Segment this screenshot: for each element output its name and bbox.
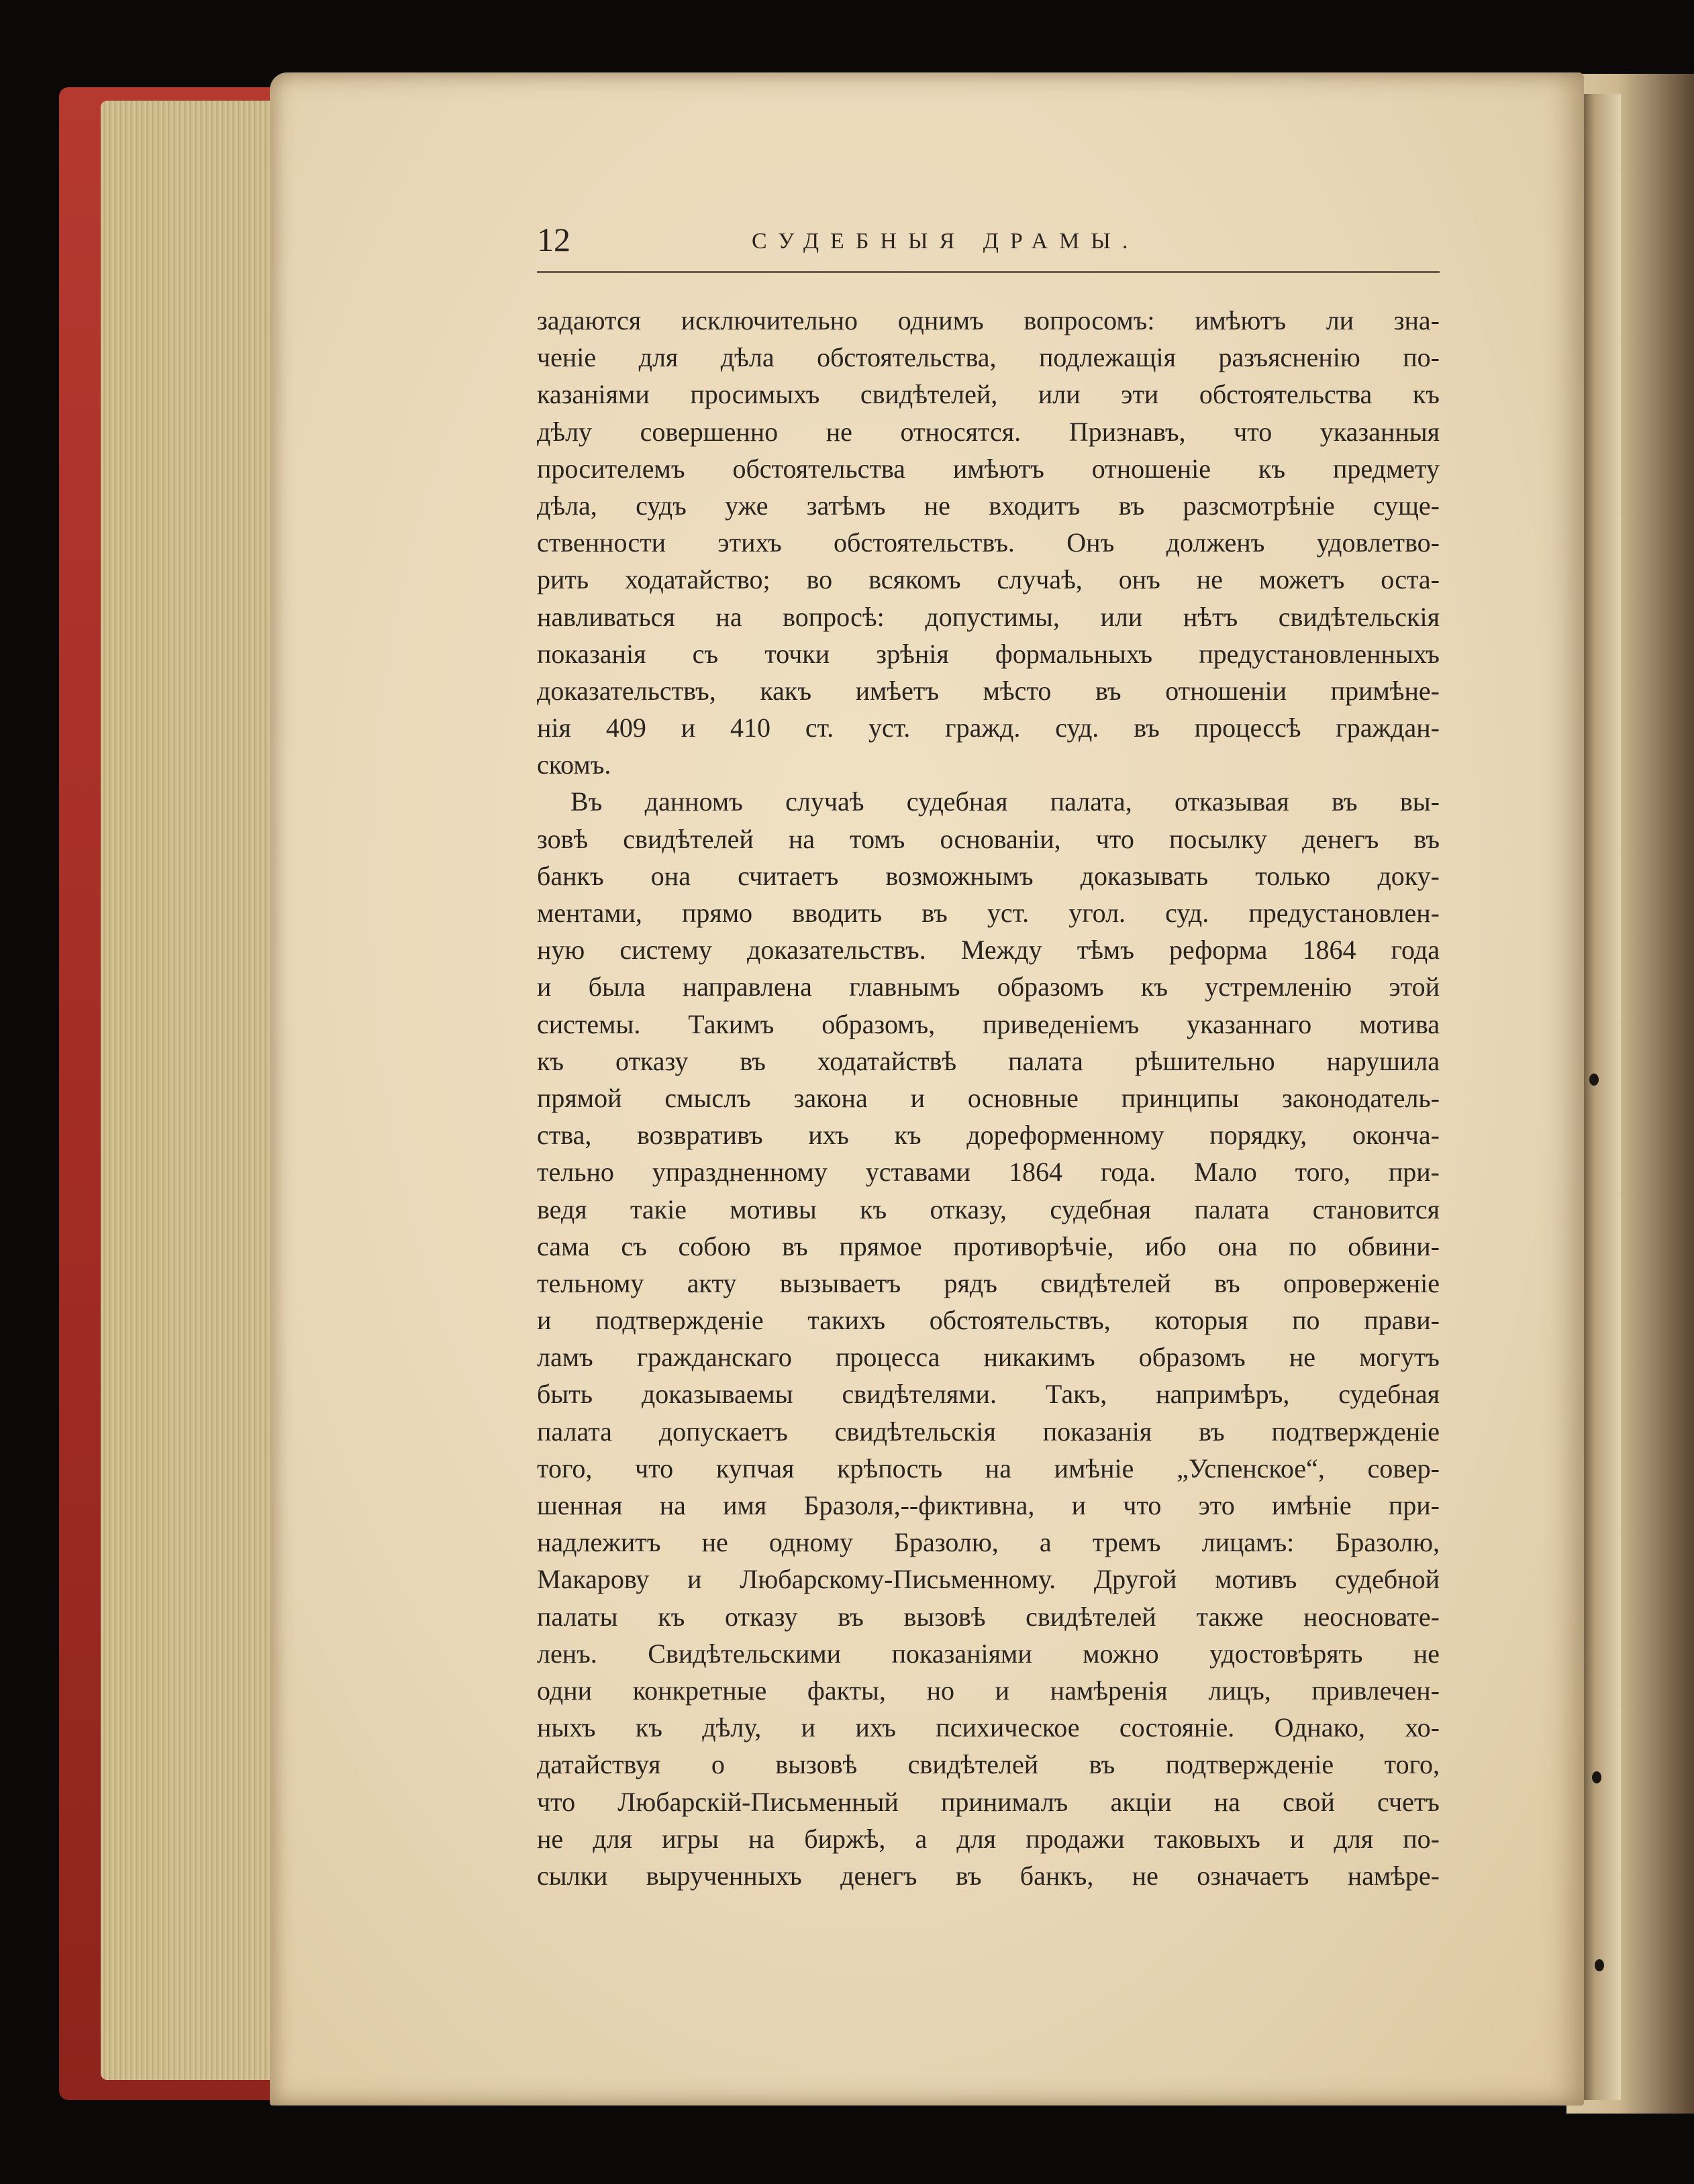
binding-mark — [1589, 1074, 1599, 1086]
text-line: дѣла, судъ уже затѣмъ не входитъ въ разсмотрѣніе суще- — [537, 490, 1440, 521]
text-line: ченіе для дѣла обстоятельства, подлежащія разъясненію по- — [537, 342, 1440, 373]
text-line: казаніями просимыхъ свидѣтелей, или эти обстоятельства къ — [537, 379, 1440, 410]
text-line: и подтвержденіе такихъ обстоятельствъ, которыя по прави- — [537, 1305, 1440, 1336]
text-line: къ отказу въ ходатайствѣ палата рѣшительно нарушила — [537, 1045, 1440, 1076]
text-line: не для игры на биржѣ, а для продажи таковыхъ и для по- — [537, 1823, 1440, 1854]
text-line: системы. Такимъ образомъ, приведеніемъ указаннаго мотива — [537, 1008, 1440, 1039]
body-text — [537, 302, 1440, 1894]
text-line: доказательствъ, какъ имѣетъ мѣсто въ отношеніи примѣне- — [537, 675, 1440, 706]
text-line: банкъ она считаетъ возможнымъ доказывать только доку- — [537, 860, 1440, 891]
text-line: сама съ собою въ прямое противорѣчіе, ибо она по обвини- — [537, 1231, 1440, 1261]
text-line: ственности этихъ обстоятельствъ. Онъ долженъ удовлетво- — [537, 527, 1440, 558]
text-line: ведя такіе мотивы къ отказу, судебная палата становится — [537, 1194, 1440, 1225]
text-line: надлежитъ не одному Бразолю, а тремъ лицамъ: Бразолю, — [537, 1527, 1440, 1558]
page-header — [537, 216, 1440, 273]
text-line: датайствуя о вызовѣ свидѣтелей въ подтвержденіе того, — [537, 1749, 1440, 1780]
text-line: тельному акту вызываетъ рядъ свидѣтелей въ опроверженіе — [537, 1267, 1440, 1298]
text-line: сылки вырученныхъ денегъ въ банкъ, не означаетъ намѣре- — [537, 1860, 1440, 1891]
text-line: дѣлу совершенно не относятся. Признавъ, что указанныя — [537, 416, 1440, 447]
binding-mark — [1592, 1771, 1601, 1783]
page-edges — [101, 101, 295, 2080]
text-line: палата допускаетъ свидѣтельскія показанія въ подтвержденіе — [537, 1416, 1440, 1447]
running-title: СУДЕБНЫЯ ДРАМЫ. — [752, 229, 1140, 254]
text-line: Макарову и Любарскому-Письменному. Другой мотивъ судебной — [537, 1564, 1440, 1595]
text-line: ную систему доказательствъ. Между тѣмъ реформа 1864 года — [537, 935, 1440, 966]
text-line: ламъ гражданскаго процесса никакимъ образомъ не могутъ — [537, 1342, 1440, 1373]
text-line: задаются исключительно однимъ вопросомъ: имѣютъ ли зна- — [537, 305, 1440, 335]
text-line: прямой смыслъ закона и основные принципы законодатель- — [537, 1082, 1440, 1113]
text-line: нія 409 и 410 ст. уст. гражд. суд. въ процессѣ граждан- — [537, 713, 1440, 743]
text-line: навливаться на вопросѣ: допустимы, или нѣтъ свидѣтельскія — [537, 601, 1440, 632]
text-line: зовѣ свидѣтелей на томъ основаніи, что посылку денегъ въ — [537, 823, 1440, 854]
text-line: одни конкретные факты, но и намѣренія лицъ, привлечен- — [537, 1675, 1440, 1706]
text-line: шенная на имя Бразоля,--фиктивна, и что это имѣніе при- — [537, 1490, 1440, 1520]
text-line: ленъ. Свидѣтельскими показаніями можно удостовѣрять не — [537, 1638, 1440, 1669]
text-line: быть доказываемы свидѣтелями. Такъ, напримѣръ, судебная — [537, 1379, 1440, 1410]
text-line: просителемъ обстоятельства имѣютъ отношеніе къ предмету — [537, 453, 1440, 484]
text-line: того, что купчая крѣпость на имѣніе „Успенское“, совер- — [537, 1453, 1440, 1484]
text-line: что Любарскій-Письменный принималъ акціи на свой счетъ — [537, 1786, 1440, 1817]
text-line: скомъ. — [537, 749, 611, 780]
text-line: ныхъ къ дѣлу, и ихъ психическое состояніе. Однако, хо- — [537, 1712, 1440, 1743]
text-line: палаты къ отказу въ вызовѣ свидѣтелей также неосновате- — [537, 1601, 1440, 1632]
page-number: 12 — [537, 221, 570, 258]
text-line: Въ данномъ случаѣ судебная палата, отказывая въ вы- — [570, 786, 1440, 817]
text-line: тельно упраздненному уставами 1864 года. Мало того, при- — [537, 1157, 1440, 1188]
text-line: и была направлена главнымъ образомъ къ устремленію этой — [537, 972, 1440, 1002]
text-line: показанія съ точки зрѣнія формальныхъ предустановленныхъ — [537, 638, 1440, 669]
binding-mark — [1595, 1959, 1604, 1971]
text-line: ментами, прямо вводить въ уст. угол. суд. предустановлен- — [537, 898, 1440, 928]
text-line: ства, возвративъ ихъ къ дореформенному порядку, оконча- — [537, 1120, 1440, 1151]
text-line: рить ходатайство; во всякомъ случаѣ, онъ не можетъ оста- — [537, 564, 1440, 595]
